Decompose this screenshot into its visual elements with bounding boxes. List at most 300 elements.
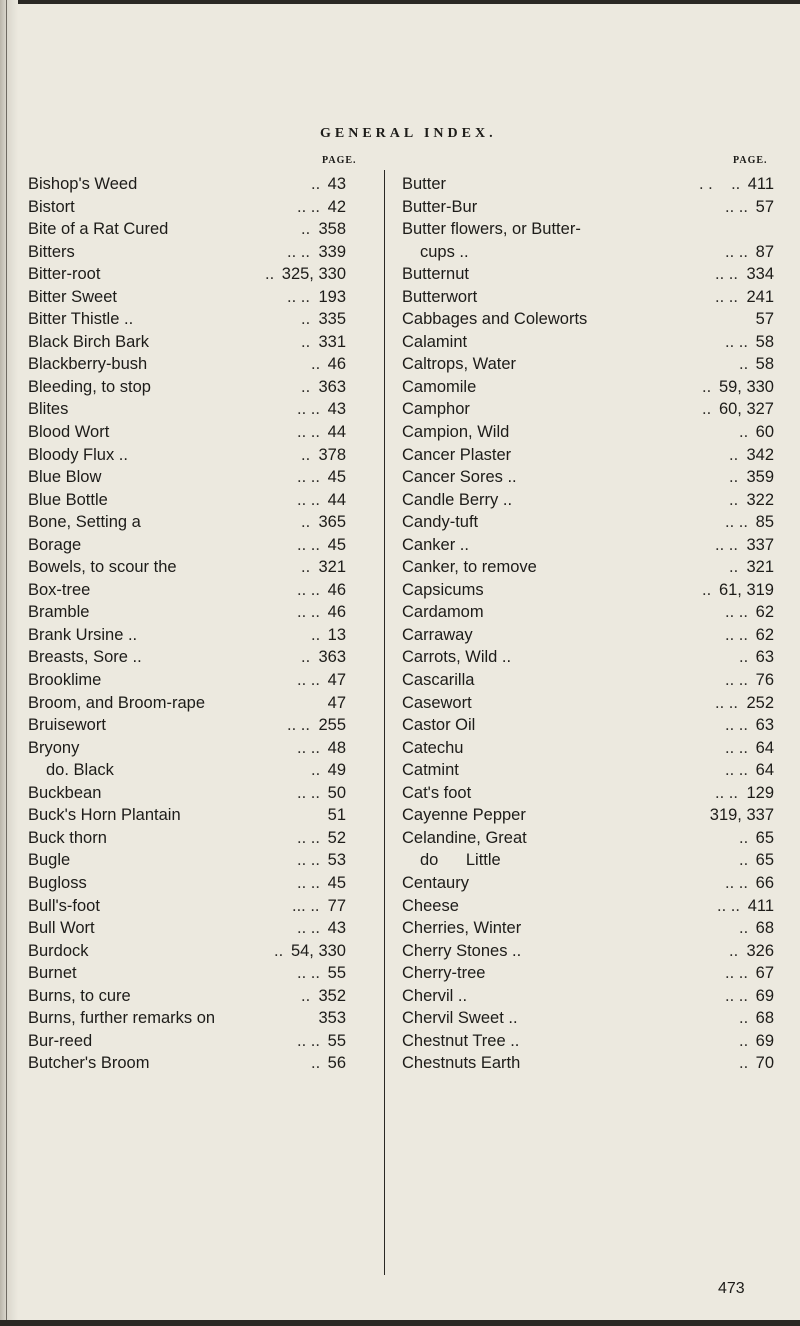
dot-leader: .. <box>265 265 275 284</box>
index-page-number: 59, 330 <box>718 377 774 396</box>
index-entry <box>28 466 374 489</box>
index-entry <box>402 737 774 760</box>
dot-leader: .. .. <box>297 423 320 442</box>
dot-leader: .. <box>311 1054 321 1073</box>
dot-leader: .. .. <box>725 625 748 644</box>
index-page-number: 60, 327 <box>718 400 774 419</box>
index-entry <box>28 263 374 286</box>
dot-leader: .. <box>702 580 712 599</box>
dot-leader: .. <box>301 310 311 329</box>
index-term: Caltrops, Water <box>402 355 517 374</box>
index-term: do Little <box>420 851 501 870</box>
index-entry <box>28 917 374 940</box>
index-page-number: 60 <box>755 423 774 442</box>
index-page-number: 58 <box>755 332 774 351</box>
index-entry <box>402 241 774 264</box>
index-term: Bitter Sweet <box>28 287 117 306</box>
index-entry <box>402 398 774 421</box>
dot-leader: .. <box>729 941 739 960</box>
page-column-label-left: PAGE. <box>322 155 357 166</box>
column-divider <box>384 170 385 1275</box>
index-entry <box>402 895 774 918</box>
index-page-number: 46 <box>327 355 346 374</box>
index-entry <box>402 308 774 331</box>
index-page-number: 339 <box>318 242 346 261</box>
index-page-number: 358 <box>318 220 346 239</box>
index-entry <box>402 624 774 647</box>
index-entry <box>28 940 374 963</box>
index-page-number: 54, 330 <box>290 941 346 960</box>
dot-leader: .. .. <box>297 851 320 870</box>
index-term: Cancer Sores .. <box>402 468 517 487</box>
index-page-number: 45 <box>327 873 346 892</box>
dot-leader: .. .. <box>725 873 748 892</box>
index-entry <box>28 895 374 918</box>
dot-leader: .. .. <box>725 671 748 690</box>
dot-leader: .. .. <box>297 873 320 892</box>
index-term: Chervil Sweet .. <box>402 1009 518 1028</box>
index-entry <box>402 196 774 219</box>
dot-leader: .. <box>274 941 284 960</box>
index-page-number: 47 <box>327 671 346 690</box>
dot-leader: .. <box>301 986 311 1005</box>
index-page-number: 87 <box>755 242 774 261</box>
index-page-number: 42 <box>327 197 346 216</box>
index-entry <box>402 985 774 1008</box>
index-term: Butter <box>402 175 447 193</box>
dot-leader: .. <box>739 1031 749 1050</box>
dot-leader: .. .. <box>725 964 748 983</box>
dot-leader: .. .. <box>297 671 320 690</box>
index-page-number: 334 <box>746 265 774 284</box>
index-page-number: 326 <box>746 941 774 960</box>
index-page-number: 363 <box>318 377 346 396</box>
index-term: Cancer Plaster <box>402 445 512 464</box>
index-term: Carraway <box>402 625 473 644</box>
index-page-number: 43 <box>327 175 346 193</box>
index-page-number: 46 <box>327 603 346 622</box>
index-entry <box>28 962 374 985</box>
index-term: Cascarilla <box>402 671 475 690</box>
index-page-number: 352 <box>318 986 346 1005</box>
index-column-right <box>402 173 774 1075</box>
index-entry <box>402 917 774 940</box>
index-page-number: 57 <box>755 197 774 216</box>
index-term: Cheese <box>402 896 459 915</box>
index-term: Brooklime <box>28 671 102 690</box>
index-entry <box>28 241 374 264</box>
index-entry <box>28 353 374 376</box>
dot-leader: .. <box>311 761 321 780</box>
index-page-number: 56 <box>327 1054 346 1073</box>
dot-leader: .. .. <box>287 716 310 735</box>
dot-leader: .. <box>739 423 749 442</box>
index-page-number: 69 <box>755 1031 774 1050</box>
index-term: Carrots, Wild .. <box>402 648 512 667</box>
index-entry <box>402 421 774 444</box>
index-entry <box>402 579 774 602</box>
index-term: Brank Ursine .. <box>28 625 138 644</box>
dot-leader: .. .. <box>725 761 748 780</box>
index-entry <box>402 1052 774 1075</box>
dot-leader: .. .. <box>297 1031 320 1050</box>
index-entry <box>28 286 374 309</box>
dot-leader: .. .. <box>297 603 320 622</box>
index-page-number: 69 <box>755 986 774 1005</box>
index-entry <box>28 782 374 805</box>
index-page-number: 43 <box>327 919 346 938</box>
index-entry <box>28 827 374 850</box>
index-page-number: 321 <box>746 558 774 577</box>
dot-leader: .. .. <box>725 242 748 261</box>
index-term: Butter-Bur <box>402 197 478 216</box>
index-term: Bleeding, to stop <box>28 377 151 396</box>
index-entry <box>402 646 774 669</box>
dot-leader: .. .. <box>725 197 748 216</box>
index-term: Candy-tuft <box>402 513 479 532</box>
index-term: Celandine, Great <box>402 828 527 847</box>
index-term: Camomile <box>402 377 477 396</box>
index-page-number: 335 <box>318 310 346 329</box>
dot-leader: .. <box>301 558 311 577</box>
dot-leader: .. <box>739 1054 749 1073</box>
index-entry <box>28 308 374 331</box>
dot-leader: .. .. <box>297 468 320 487</box>
index-term: Camphor <box>402 400 470 419</box>
index-term: Bryony <box>28 738 80 757</box>
dot-leader: .. <box>311 175 321 193</box>
dot-leader: .. .. <box>715 287 738 306</box>
index-term: Blites <box>28 400 69 419</box>
dot-leader: .. .. <box>297 400 320 419</box>
index-entry <box>28 601 374 624</box>
index-page-number: 57 <box>755 310 774 329</box>
index-term: Breasts, Sore .. <box>28 648 142 667</box>
index-page-number: 64 <box>755 761 774 780</box>
index-page-number: 46 <box>327 580 346 599</box>
index-page-number: 67 <box>755 964 774 983</box>
index-entry <box>402 444 774 467</box>
top-rule <box>0 0 800 4</box>
index-page-number: 70 <box>755 1054 774 1073</box>
dot-leader: .. <box>301 445 311 464</box>
index-page-number: 363 <box>318 648 346 667</box>
index-term: Bur-reed <box>28 1031 93 1050</box>
index-term: Bugloss <box>28 873 87 892</box>
index-term: Butter flowers, or Butter- <box>402 220 581 239</box>
index-term: Broom, and Broom-rape <box>28 693 205 712</box>
index-term: Campion, Wild <box>402 423 510 442</box>
index-entry <box>28 534 374 557</box>
index-page-number: 319, 337 <box>709 806 774 825</box>
dot-leader: .. <box>301 648 311 667</box>
index-term: Buck thorn <box>28 828 107 847</box>
dot-leader: .. <box>301 332 311 351</box>
index-term: Bitter Thistle .. <box>28 310 134 329</box>
dot-leader: .. .. <box>297 535 320 554</box>
index-page-number: 55 <box>327 964 346 983</box>
index-entry <box>28 376 374 399</box>
index-entry <box>402 511 774 534</box>
index-term: Bistort <box>28 197 75 216</box>
index-entry <box>28 849 374 872</box>
index-entry <box>402 1030 774 1053</box>
index-page-number: 65 <box>755 828 774 847</box>
index-entry <box>402 376 774 399</box>
index-term: Capsicums <box>402 580 484 599</box>
dot-leader: .. <box>729 490 739 509</box>
index-term: Bruisewort <box>28 716 106 735</box>
dot-leader: .. <box>301 377 311 396</box>
index-entry <box>402 714 774 737</box>
index-term: Borage <box>28 535 82 554</box>
index-term: Bugle <box>28 851 71 870</box>
page-number: 473 <box>718 1280 745 1297</box>
dot-leader: .. <box>729 558 739 577</box>
index-entry <box>28 759 374 782</box>
index-page-number: 77 <box>327 896 346 915</box>
dot-leader: .. .. <box>297 919 320 938</box>
index-term: Bishop's Weed <box>28 175 138 193</box>
index-term: do. Black <box>46 761 114 780</box>
index-entry <box>28 421 374 444</box>
index-term: Blue Bottle <box>28 490 108 509</box>
index-entry <box>28 511 374 534</box>
index-page-number: 55 <box>327 1031 346 1050</box>
index-term: Blood Wort <box>28 423 110 442</box>
index-entry <box>402 353 774 376</box>
index-term: Burdock <box>28 941 89 960</box>
dot-leader: . . .. <box>699 175 741 193</box>
index-page-number: 52 <box>327 828 346 847</box>
dot-leader: .. .. <box>297 783 320 802</box>
dot-leader: .. <box>739 851 749 870</box>
index-entry <box>402 556 774 579</box>
index-entry <box>28 714 374 737</box>
index-entry <box>28 804 374 827</box>
index-term: Casewort <box>402 693 472 712</box>
index-entry <box>402 782 774 805</box>
index-entry <box>28 1052 374 1075</box>
index-entry <box>402 263 774 286</box>
index-page-number: 193 <box>318 287 346 306</box>
index-page-number: 241 <box>746 287 774 306</box>
dot-leader: .. .. <box>297 738 320 757</box>
index-entry <box>402 1007 774 1030</box>
index-entry <box>28 872 374 895</box>
index-page-number: 43 <box>327 400 346 419</box>
index-entry <box>402 466 774 489</box>
index-term: Cardamom <box>402 603 484 622</box>
index-term: Cayenne Pepper <box>402 806 526 825</box>
index-entry <box>28 1030 374 1053</box>
index-page-number: 62 <box>755 603 774 622</box>
index-page-number: 13 <box>327 625 346 644</box>
index-term: Bull Wort <box>28 919 95 938</box>
index-page-number: 342 <box>746 445 774 464</box>
index-term: Bloody Flux .. <box>28 445 128 464</box>
index-entry <box>402 692 774 715</box>
dot-leader: .. .. <box>725 738 748 757</box>
index-entry <box>28 398 374 421</box>
dot-leader: .. <box>739 355 749 374</box>
index-page-number: 411 <box>747 175 774 193</box>
dot-leader: .. .. <box>297 197 320 216</box>
dot-leader: .. .. <box>287 242 310 261</box>
index-term: Bull's-foot <box>28 896 100 915</box>
running-head: GENERAL INDEX. <box>320 126 497 141</box>
index-page-number: 337 <box>746 535 774 554</box>
index-entry <box>28 737 374 760</box>
index-term: Bone, Setting a <box>28 513 141 532</box>
index-page-number: 85 <box>755 513 774 532</box>
index-term: Canker, to remove <box>402 558 537 577</box>
dot-leader: .. .. <box>287 287 310 306</box>
dot-leader: .. <box>301 513 311 532</box>
index-page-number: 49 <box>327 761 346 780</box>
index-term: Black Birch Bark <box>28 332 150 351</box>
index-term: Canker .. <box>402 535 469 554</box>
dot-leader: .. <box>739 648 749 667</box>
index-entry <box>28 173 374 196</box>
index-term: Burns, further remarks on <box>28 1009 216 1028</box>
index-entry <box>28 1007 374 1030</box>
dot-leader: .. .. <box>297 828 320 847</box>
dot-leader: .. <box>739 1009 749 1028</box>
index-term: Chervil .. <box>402 986 468 1005</box>
index-term: Chestnut Tree .. <box>402 1031 520 1050</box>
index-term: Buck's Horn Plantain <box>28 806 181 825</box>
dot-leader: .. <box>311 355 321 374</box>
index-page-number: 44 <box>327 490 346 509</box>
dot-leader: .. .. <box>715 693 738 712</box>
index-entry <box>402 534 774 557</box>
index-entry <box>28 556 374 579</box>
index-page-number: 129 <box>746 783 774 802</box>
index-entry <box>402 489 774 512</box>
index-term: Chestnuts Earth <box>402 1054 521 1073</box>
page-column-label-right: PAGE. <box>733 155 768 166</box>
index-term: Bitters <box>28 242 75 261</box>
index-page-number: 53 <box>327 851 346 870</box>
index-term: Buckbean <box>28 783 102 802</box>
index-column-left <box>28 173 374 1075</box>
index-entry <box>28 692 374 715</box>
index-entry <box>402 218 774 241</box>
index-entry <box>402 804 774 827</box>
index-term: Bramble <box>28 603 90 622</box>
bottom-rule <box>0 1320 800 1326</box>
index-entry <box>28 196 374 219</box>
index-page-number: 48 <box>327 738 346 757</box>
index-page-number: 58 <box>755 355 774 374</box>
index-term: Candle Berry .. <box>402 490 513 509</box>
dot-leader: .. .. <box>725 513 748 532</box>
index-entry <box>28 218 374 241</box>
index-entry <box>28 985 374 1008</box>
index-term: Blackberry-bush <box>28 355 148 374</box>
index-term: Castor Oil <box>402 716 476 735</box>
index-entry <box>402 872 774 895</box>
dot-leader: .. .. <box>715 265 738 284</box>
index-page-number: 353 <box>318 1009 346 1028</box>
index-term: Burnet <box>28 964 77 983</box>
index-term: Bitter-root <box>28 265 101 284</box>
index-entry <box>402 173 774 196</box>
index-page-number: 66 <box>755 873 774 892</box>
index-term: Catmint <box>402 761 459 780</box>
dot-leader: .. .. <box>297 580 320 599</box>
index-entry <box>402 849 774 872</box>
index-entry <box>28 331 374 354</box>
index-page-number: 44 <box>327 423 346 442</box>
index-term: Butternut <box>402 265 469 284</box>
dot-leader: .. <box>301 220 311 239</box>
binding-edge <box>0 0 18 1326</box>
index-page-number: 76 <box>755 671 774 690</box>
dot-leader: .. .. <box>717 896 740 915</box>
index-term: Cat's foot <box>402 783 472 802</box>
index-page-number: 359 <box>746 468 774 487</box>
index-page-number: 411 <box>747 896 774 915</box>
index-page-number: 62 <box>755 625 774 644</box>
index-entry <box>402 940 774 963</box>
index-page-number: 61, 319 <box>718 580 774 599</box>
index-term: Box-tree <box>28 580 91 599</box>
index-entry <box>402 601 774 624</box>
index-page-number: 322 <box>746 490 774 509</box>
index-entry <box>28 646 374 669</box>
dot-leader: .. <box>729 468 739 487</box>
dot-leader: .. .. <box>725 332 748 351</box>
dot-leader: .. <box>311 625 321 644</box>
index-page-number: 45 <box>327 535 346 554</box>
index-page-number: 64 <box>755 738 774 757</box>
index-page-number: 378 <box>318 445 346 464</box>
index-page-number: 321 <box>318 558 346 577</box>
index-page-number: 63 <box>755 648 774 667</box>
index-term: Calamint <box>402 332 468 351</box>
dot-leader: .. <box>702 400 712 419</box>
index-term: Cherry-tree <box>402 964 486 983</box>
dot-leader: .. .. <box>725 603 748 622</box>
index-page-number: 252 <box>746 693 774 712</box>
dot-leader: .. <box>739 828 749 847</box>
index-page-number: 45 <box>327 468 346 487</box>
index-page-number: 68 <box>755 1009 774 1028</box>
index-entry <box>402 669 774 692</box>
index-entry <box>402 962 774 985</box>
index-term: cups .. <box>420 242 469 261</box>
index-page-number: 50 <box>327 783 346 802</box>
index-page-number: 255 <box>318 716 346 735</box>
index-entry <box>28 669 374 692</box>
index-page-number: 47 <box>327 693 346 712</box>
index-entry <box>402 286 774 309</box>
dot-leader: .. <box>729 445 739 464</box>
index-term: Cherry Stones .. <box>402 941 522 960</box>
index-term: Butcher's Broom <box>28 1054 150 1073</box>
index-term: Burns, to cure <box>28 986 131 1005</box>
index-entry <box>28 444 374 467</box>
dot-leader: .. .. <box>297 964 320 983</box>
dot-leader: .. .. <box>725 986 748 1005</box>
index-term: Butterwort <box>402 287 478 306</box>
dot-leader: .. .. <box>725 716 748 735</box>
index-page-number: 325, 330 <box>281 265 346 284</box>
dot-leader: ... .. <box>292 896 320 915</box>
index-page-number: 63 <box>755 716 774 735</box>
